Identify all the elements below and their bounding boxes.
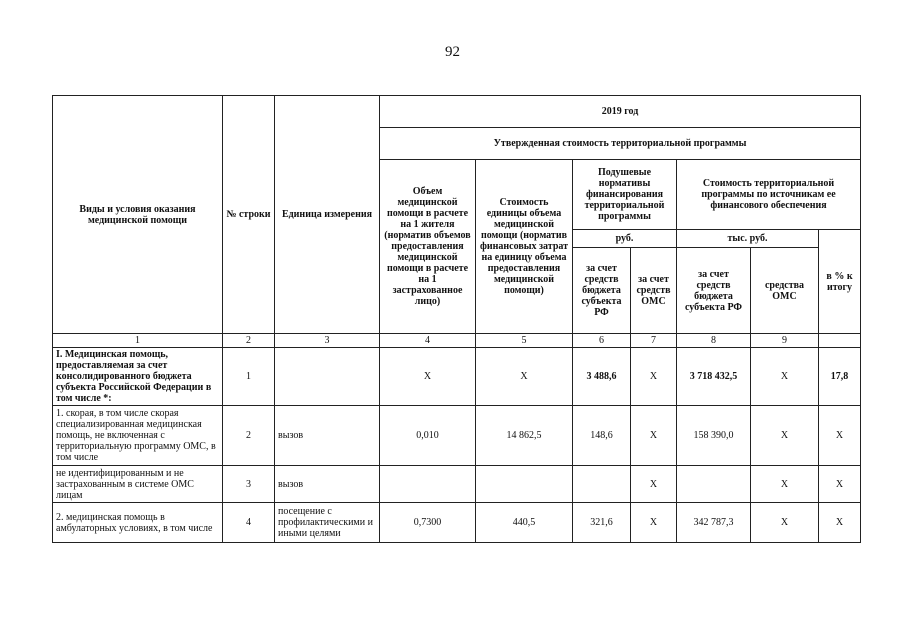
row-tc-oms: X bbox=[751, 466, 819, 503]
header-thous-rub: тыс. руб. bbox=[677, 230, 819, 248]
table-row bbox=[53, 503, 861, 543]
row-pc-budget: 148,6 bbox=[573, 406, 631, 466]
row-pct: X bbox=[819, 406, 861, 466]
row-tc-budget bbox=[677, 466, 751, 503]
row-pct: 17,8 bbox=[819, 348, 861, 406]
row-tc-oms: X bbox=[751, 406, 819, 466]
header-pct-total: в % к итогу bbox=[819, 230, 861, 334]
row-name: 2. медицинская помощь в амбулаторных условиях, в том числе bbox=[53, 503, 223, 543]
row-name: не идентифицированным и не застрахованным в системе ОМС лицам bbox=[53, 466, 223, 503]
row-no: 3 bbox=[223, 466, 275, 503]
page-number: 92 bbox=[445, 44, 460, 60]
row-no: 4 bbox=[223, 503, 275, 543]
header-pc-oms: за счет средств ОМС bbox=[631, 248, 677, 334]
row-tc-oms: X bbox=[751, 348, 819, 406]
row-volume bbox=[380, 466, 476, 503]
row-volume: 0,010 bbox=[380, 406, 476, 466]
row-volume: 0,7300 bbox=[380, 503, 476, 543]
header-tc-oms: средства ОМС bbox=[751, 248, 819, 334]
table-row bbox=[53, 466, 861, 503]
row-unit: посещение с профилактическими и иными целями bbox=[275, 503, 380, 543]
row-tc-oms: X bbox=[751, 503, 819, 543]
row-cost: 14 862,5 bbox=[476, 406, 573, 466]
row-volume: X bbox=[380, 348, 476, 406]
row-tc-budget: 342 787,3 bbox=[677, 503, 751, 543]
row-tc-budget: 3 718 432,5 bbox=[677, 348, 751, 406]
col-number: 2 bbox=[223, 334, 275, 348]
header-unit: Единица измерения bbox=[275, 96, 380, 334]
col-number: 8 bbox=[677, 334, 751, 348]
row-cost: X bbox=[476, 348, 573, 406]
row-pc-budget: 321,6 bbox=[573, 503, 631, 543]
row-name: I. Медицинская помощь, предоставляемая за счет консолидированного бюджета субъекта Российской Федерации в том числе *: bbox=[53, 348, 223, 406]
row-cost: 440,5 bbox=[476, 503, 573, 543]
header-rub: руб. bbox=[573, 230, 677, 248]
table-row bbox=[53, 348, 861, 406]
header-row-no: № строки bbox=[223, 96, 275, 334]
col-number bbox=[819, 334, 861, 348]
header-approved-cost: Утвержденная стоимость территориальной программы bbox=[380, 128, 861, 160]
header-per-capita: Подушевые нормативы финансирования территориальной программы bbox=[573, 160, 677, 230]
row-pct: X bbox=[819, 466, 861, 503]
territorial-program-cost-table bbox=[52, 95, 861, 543]
row-no: 2 bbox=[223, 406, 275, 466]
row-unit: вызов bbox=[275, 466, 380, 503]
row-pc-oms: X bbox=[631, 466, 677, 503]
row-no: 1 bbox=[223, 348, 275, 406]
col-number: 1 bbox=[53, 334, 223, 348]
header-program-cost: Стоимость территориальной программы по источникам ее финансового обеспечения bbox=[677, 160, 861, 230]
row-pc-oms: X bbox=[631, 348, 677, 406]
header-year: 2019 год bbox=[380, 96, 861, 128]
table-row bbox=[53, 406, 861, 466]
col-number: 7 bbox=[631, 334, 677, 348]
header-pc-budget: за счет средств бюджета субъекта РФ bbox=[573, 248, 631, 334]
row-cost bbox=[476, 466, 573, 503]
row-pc-oms: X bbox=[631, 406, 677, 466]
row-pct: X bbox=[819, 503, 861, 543]
col-number: 4 bbox=[380, 334, 476, 348]
column-number-row bbox=[53, 334, 861, 348]
header-volume: Объем медицинской помощи в расчете на 1 жителя (норматив объемов предоставления медицинской помощи в расчете на 1 застрахованное лицо) bbox=[380, 160, 476, 334]
row-tc-budget: 158 390,0 bbox=[677, 406, 751, 466]
col-number: 3 bbox=[275, 334, 380, 348]
header-unit-cost: Стоимость единицы объема медицинской помощи (норматив финансовых затрат на единицу объема предоставления медицинской помощи) bbox=[476, 160, 573, 334]
col-number: 5 bbox=[476, 334, 573, 348]
row-unit bbox=[275, 348, 380, 406]
row-pc-oms: X bbox=[631, 503, 677, 543]
header-tc-budget: за счет средств бюджета субъекта РФ bbox=[677, 248, 751, 334]
row-unit: вызов bbox=[275, 406, 380, 466]
header-kind: Виды и условия оказания медицинской помощи bbox=[53, 96, 223, 334]
col-number: 9 bbox=[751, 334, 819, 348]
row-name: 1. скорая, в том числе скорая специализированная медицинская помощь, не включенная с территориальную программу ОМС, в том числе bbox=[53, 406, 223, 466]
col-number: 6 bbox=[573, 334, 631, 348]
row-pc-budget bbox=[573, 466, 631, 503]
row-pc-budget: 3 488,6 bbox=[573, 348, 631, 406]
